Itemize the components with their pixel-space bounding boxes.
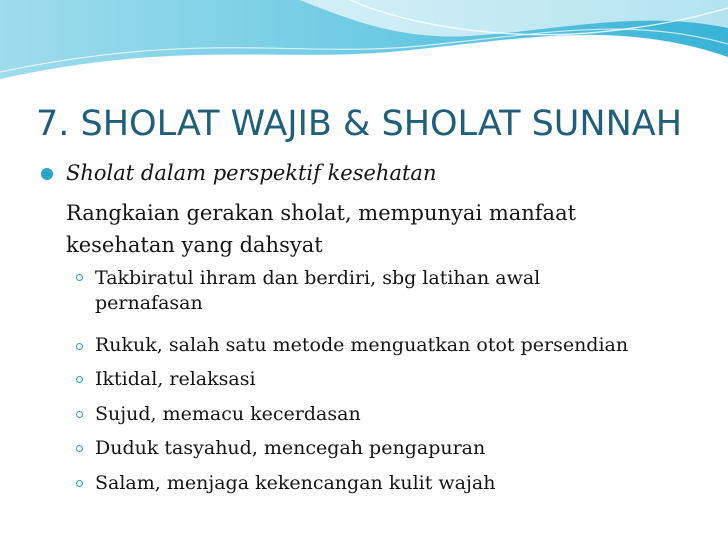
circle-bullet-icon [76,411,83,418]
circle-bullet-icon [76,376,83,383]
circle-bullet-icon [76,480,83,487]
list-item-text: Rukuk, salah satu metode menguatkan otot persendian [95,334,629,356]
header-wave-decoration [0,0,728,90]
list-item-text: Sujud, memacu kecerdasan [95,403,361,425]
list-item-text: Iktidal, relaksasi [95,368,256,390]
slide-title: 7. SHOLAT WAJIB & SHOLAT SUNNAH [36,104,683,144]
circle-bullet-icon [76,445,83,452]
bullet-paragraph: Rangkaian gerakan sholat, mempunyai manfaat kesehatan yang dahsyat [66,201,577,257]
list-item-text: Salam, menjaga kekencangan kulit wajah [95,472,496,494]
bullet-heading: Sholat dalam perspektif kesehatan [66,161,437,185]
list-item-text: Duduk tasyahud, mencegah pengapuran [95,437,486,459]
list-item-text: Takbiratul ihram dan berdiri, sbg latihan awal pernafasan [95,267,541,314]
circle-bullet-icon [76,343,83,350]
bullet-icon [41,168,53,180]
circle-bullet-icon [76,274,83,281]
